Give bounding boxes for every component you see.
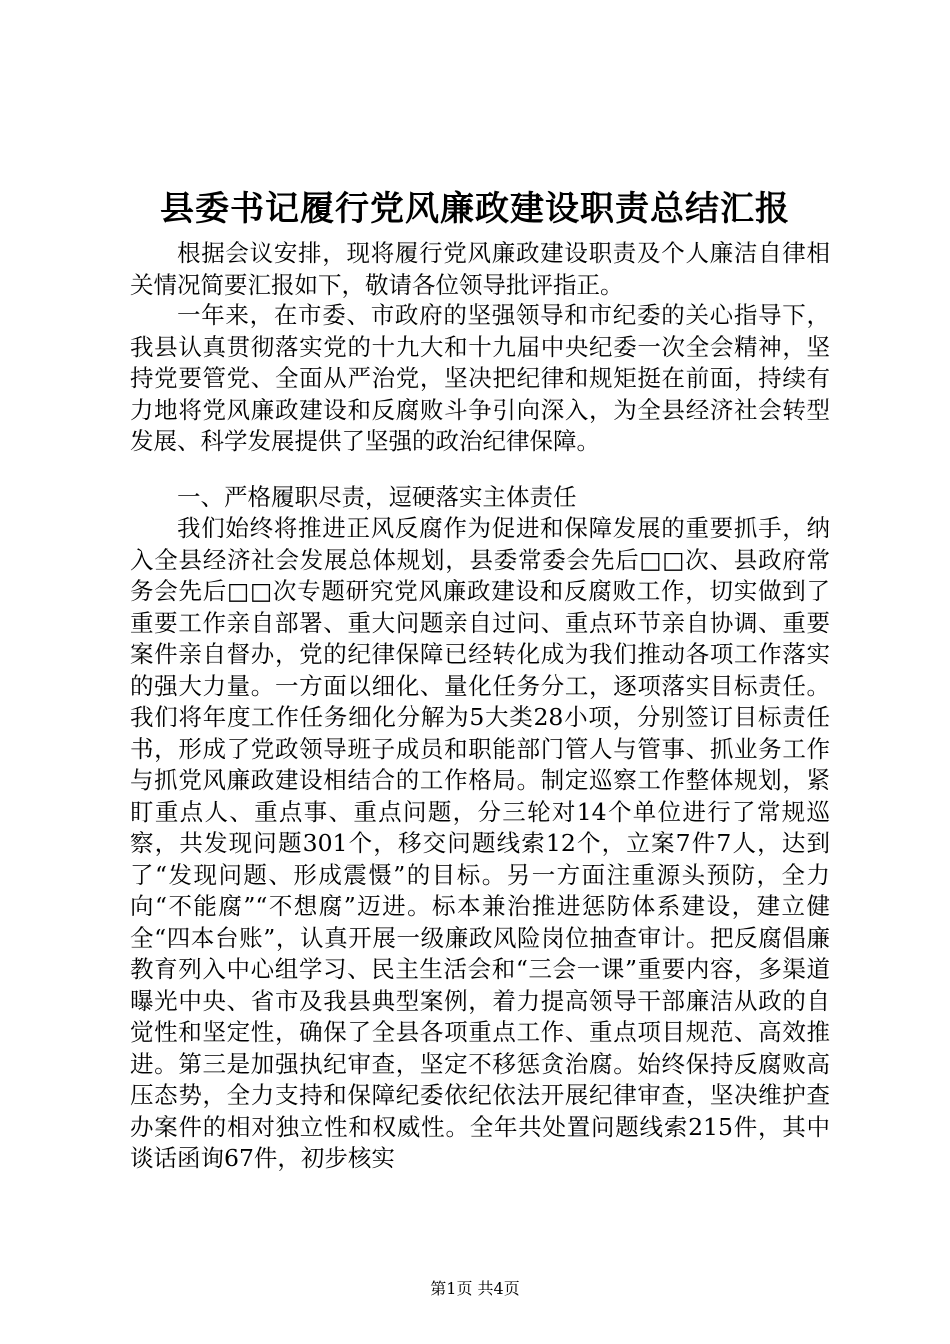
overview-paragraph [130, 300, 830, 458]
paragraph-text: 我们始终将推进正风反腐作为促进和保障发展的重要抓手，纳入全县经济社会发展总体规划，县委常委会先后□□次、县政府常务会先后□□次专题研究党风廉政建设和反腐败工作，切实做到了重要工作亲自部署、重大问题亲自过问、重点环节亲自协调、重要案件亲自督办，党的纪律保障已经转化成为我们推动各项工作落实的强大力量。一方面以细化、量化任务分工，逐项落实目标责任。我们将年度工作任务细化分解为5大类28小项，分别签订目标责任书，形成了党政领导班子成员和职能部门管人与管事、抓业务工作与抓党风廉政建设相结合的工作格局。制定巡察工作整体规划，紧盯重点人、重点事、重点问题，分三轮对14个单位进行了常规巡察，共发现问题301个，移交问题线索12个，立案7件7人，达到了“发现问题、形成震慑”的目标。另一方面注重源头预防，全力向“不能腐”“不想腐”迈进。标本兼治推进惩防体系建设，建立健全“四本台账”，认真开展一级廉政风险岗位抽查审计。把反腐倡廉教育列入中心组学习、民主生活会和“三会一课”重要内容，多渠道曝光中央、省市及我县典型案例，着力提高领导干部廉洁从政的自觉性和坚定性，确保了全县各项重点工作、重点项目规范、高效推进。第三是加强执纪审查，坚定不移惩贪治腐。始终保持反腐败高压态势，全力支持和保障纪委依纪依法开展纪律审查，坚决维护查办案件的相对独立性和权威性。全年共处置问题线索215件，其中谈话函询67件，初步核实 [130, 514, 830, 1172]
paragraph-text: 一年来，在市委、市政府的坚强领导和市纪委的关心指导下，我县认真贯彻落实党的十九大和十九届中央纪委一次全会精神，坚持党要管党、全面从严治党，坚决把纪律和规矩挺在前面，持续有力地将党风廉政建设和反腐败斗争引向深入，为全县经济社会转型发展、科学发展提供了坚强的政治纪律保障。 [130, 301, 830, 455]
page-footer: 第1页 共4页 [430, 1279, 520, 1298]
section-heading [130, 482, 830, 514]
section-body-paragraph [130, 513, 830, 1175]
document-title: 县委书记履行党风廉政建设职责总结汇报 [160, 189, 790, 229]
section-heading-text: 一、严格履职尽责，逗硬落实主体责任 [177, 483, 577, 511]
intro-paragraph [130, 238, 830, 301]
paragraph-text: 根据会议安排，现将履行党风廉政建设职责及个人廉洁自律相关情况简要汇报如下，敬请各位领导批评指正。 [130, 239, 830, 299]
